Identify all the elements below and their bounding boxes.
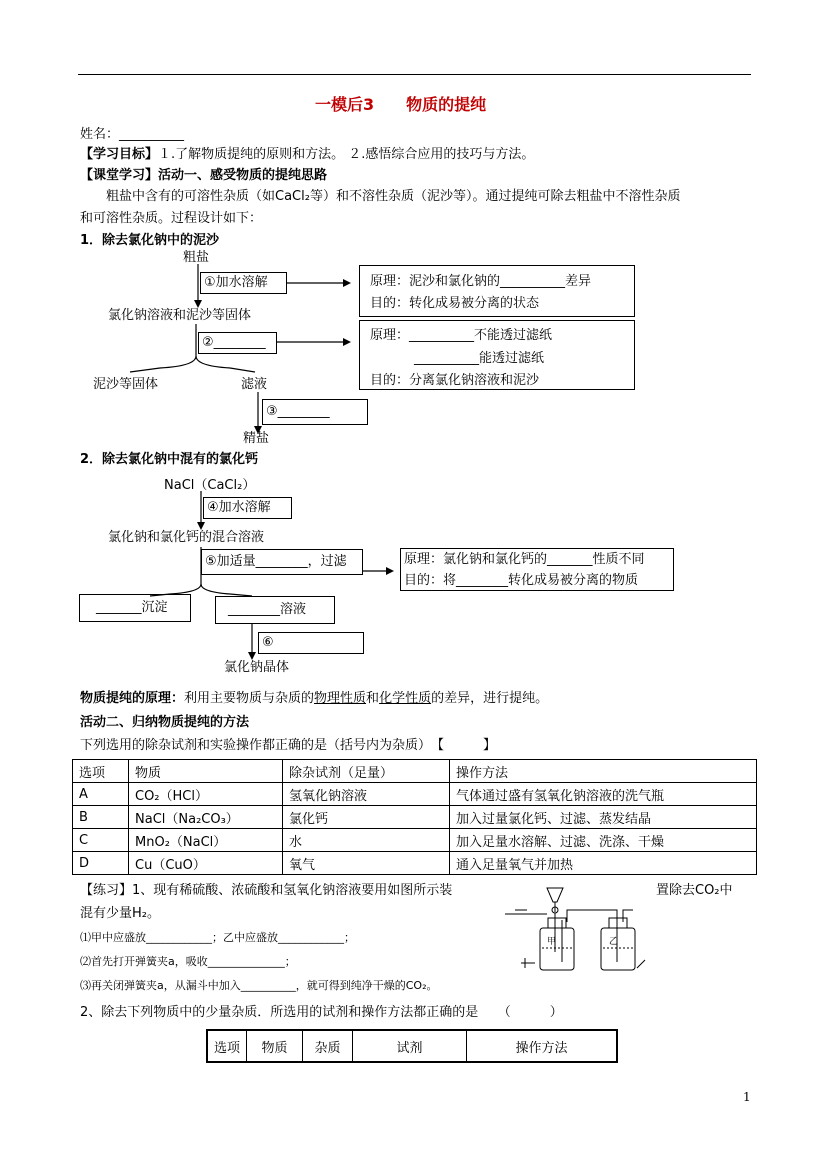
goal-text: １.了解物质提纯的原则和方法。 ２.感悟综合应用的技巧与方法。 xyxy=(158,147,535,162)
table-header: 操作方法 xyxy=(450,760,757,783)
table-cell: 气体通过盛有氢氧化钠溶液的洗气瓶 xyxy=(450,783,757,806)
intro-line-2: 和可溶性杂质。过程设计如下： xyxy=(80,211,263,226)
chemical-property: 化学性质 xyxy=(379,691,432,706)
table-cell: B xyxy=(73,806,129,829)
table-cell: 氧气 xyxy=(283,852,450,875)
table-cell: 水 xyxy=(283,829,450,852)
principle-box-2-line3: 目的：分离氯化钠溶液和泥沙 xyxy=(370,373,540,388)
table-row xyxy=(73,806,757,829)
mixed-solution-label: 氯化钠和氯化钙的混合溶液 xyxy=(108,530,265,545)
practice-q3: ⑶再关闭弹簧夹a，从漏斗中加入__________，就可得到纯净干燥的CO₂。 xyxy=(80,979,438,992)
table-cell: CO₂（HCl） xyxy=(129,783,283,806)
question1: 下列选用的除杂试剂和实验操作都正确的是（括号内为杂质） 【 】 xyxy=(80,738,497,753)
page-number: 1 xyxy=(743,1090,751,1104)
mixture-label: 氯化钠溶液和泥沙等固体 xyxy=(108,308,252,323)
principle-mid: 和 xyxy=(366,691,380,706)
gas-washing-apparatus-diagram xyxy=(505,880,675,980)
principle-box-1-line2: 目的：转化成易被分离的状态 xyxy=(370,296,540,311)
practice-q1: ⑴甲中应盛放____________；乙中应盛放____________； xyxy=(80,931,355,944)
table-cell: NaCl（Na₂CO₃） xyxy=(129,806,283,829)
question2: 2、除去下列物质中的少量杂质．所选用的试剂和操作方法都正确的是 （ ） xyxy=(80,1005,563,1020)
table-header: 物质 xyxy=(129,760,283,783)
section2-heading: 2．除去氯化钠中混有的氯化钙 xyxy=(80,452,259,467)
name-field: 姓名：__________ xyxy=(80,127,185,142)
table-row xyxy=(73,783,757,806)
table-header-row xyxy=(73,760,757,783)
practice-line1-end: 置除去CO₂中 xyxy=(656,883,733,898)
principle-box-3-line1: 原理：氯化钠和氯化钙的_______性质不同 xyxy=(404,552,645,567)
table-header-row xyxy=(207,1030,617,1062)
class-study-heading: 【课堂学习】活动一、感受物质的提纯思路 xyxy=(80,168,328,183)
table-cell: 加入过量氯化钙、过滤、蒸发结晶 xyxy=(450,806,757,829)
sediment-label: 泥沙等固体 xyxy=(93,377,159,392)
table-cell: Cu（CuO） xyxy=(129,852,283,875)
principle-label: 物质提纯的原理： xyxy=(80,691,185,706)
goal-label: 【学习目标】 xyxy=(80,147,159,162)
table-header: 选项 xyxy=(73,760,129,783)
purification-table xyxy=(72,759,757,875)
principle-pre: 利用主要物质与杂质的 xyxy=(184,691,315,706)
principle-box-1-line1: 原理：泥沙和氯化钠的__________差异 xyxy=(370,274,592,289)
principle-post: 的差异，进行提纯。 xyxy=(431,691,549,706)
table-header: 杂质 xyxy=(303,1030,353,1062)
table-header: 物质 xyxy=(247,1030,303,1062)
step5-text: ⑤加适量________，过滤 xyxy=(205,554,347,569)
table-row xyxy=(73,852,757,875)
refined-salt-label: 精盐 xyxy=(243,431,270,446)
table-cell: 通入足量氧气并加热 xyxy=(450,852,757,875)
table-cell: C xyxy=(73,829,129,852)
step4-text: ④加水溶解 xyxy=(207,500,271,515)
table-cell: 氯化钙 xyxy=(283,806,450,829)
table-header: 试剂 xyxy=(353,1030,467,1062)
practice-q2: ⑵首先打开弹簧夹a，吸收______________； xyxy=(80,955,296,968)
step1-text: ①加水溶解 xyxy=(204,275,268,290)
table-cell: D xyxy=(73,852,129,875)
filtrate-label: 滤液 xyxy=(241,377,268,392)
precipitate-text: _______沉淀 xyxy=(96,600,168,615)
impurity-table xyxy=(206,1029,618,1063)
table-cell: 加入足量水溶解、过滤、洗涤、干燥 xyxy=(450,829,757,852)
nacl-cacl2-label: NaCl（CaCl₂） xyxy=(164,478,256,493)
practice-line1: 【练习】1、现有稀硫酸、浓硫酸和氢氧化钠溶液要用如图所示装 xyxy=(80,883,453,898)
nacl-crystal-label: 氯化钠晶体 xyxy=(224,660,290,675)
intro-line-1: 粗盐中含有的可溶性杂质（如CaCl₂等）和不溶性杂质（泥沙等）。通过提纯可除去粗盐中不溶性杂质 xyxy=(106,189,681,204)
practice-line2: 混有少量H₂。 xyxy=(80,906,160,921)
principle-box-2-line1: 原理：__________不能透过滤纸 xyxy=(370,328,553,343)
activity2-heading: 活动二、归纳物质提纯的方法 xyxy=(80,715,250,730)
table-cell: MnO₂（NaCl） xyxy=(129,829,283,852)
table-header: 选项 xyxy=(207,1030,247,1062)
table-cell: A xyxy=(73,783,129,806)
physical-property: 物理性质 xyxy=(314,691,367,706)
page-title: 一模后3 物质的提纯 xyxy=(315,95,487,114)
table-row xyxy=(73,829,757,852)
label-yi: 乙 xyxy=(609,937,619,947)
table-cell: 氢氧化钠溶液 xyxy=(283,783,450,806)
principle-box-3-line2: 目的：将________转化成易被分离的物质 xyxy=(404,573,639,588)
step2-text: ②________ xyxy=(202,335,266,350)
section1-heading: 1．除去氯化钠中的泥沙 xyxy=(80,233,220,248)
solution-text: ________溶液 xyxy=(228,602,307,617)
step3-text: ③________ xyxy=(266,404,330,419)
crude-salt-label: 粗盐 xyxy=(183,250,210,265)
step6-text: ⑥ xyxy=(262,635,274,650)
step6-box xyxy=(258,632,364,654)
table-header: 除杂试剂（足量） xyxy=(283,760,450,783)
table-header: 操作方法 xyxy=(467,1030,617,1062)
label-jia: 甲 xyxy=(547,937,557,947)
principle-box-2-line2: __________能透过滤纸 xyxy=(414,351,545,366)
principle-statement xyxy=(80,690,548,708)
